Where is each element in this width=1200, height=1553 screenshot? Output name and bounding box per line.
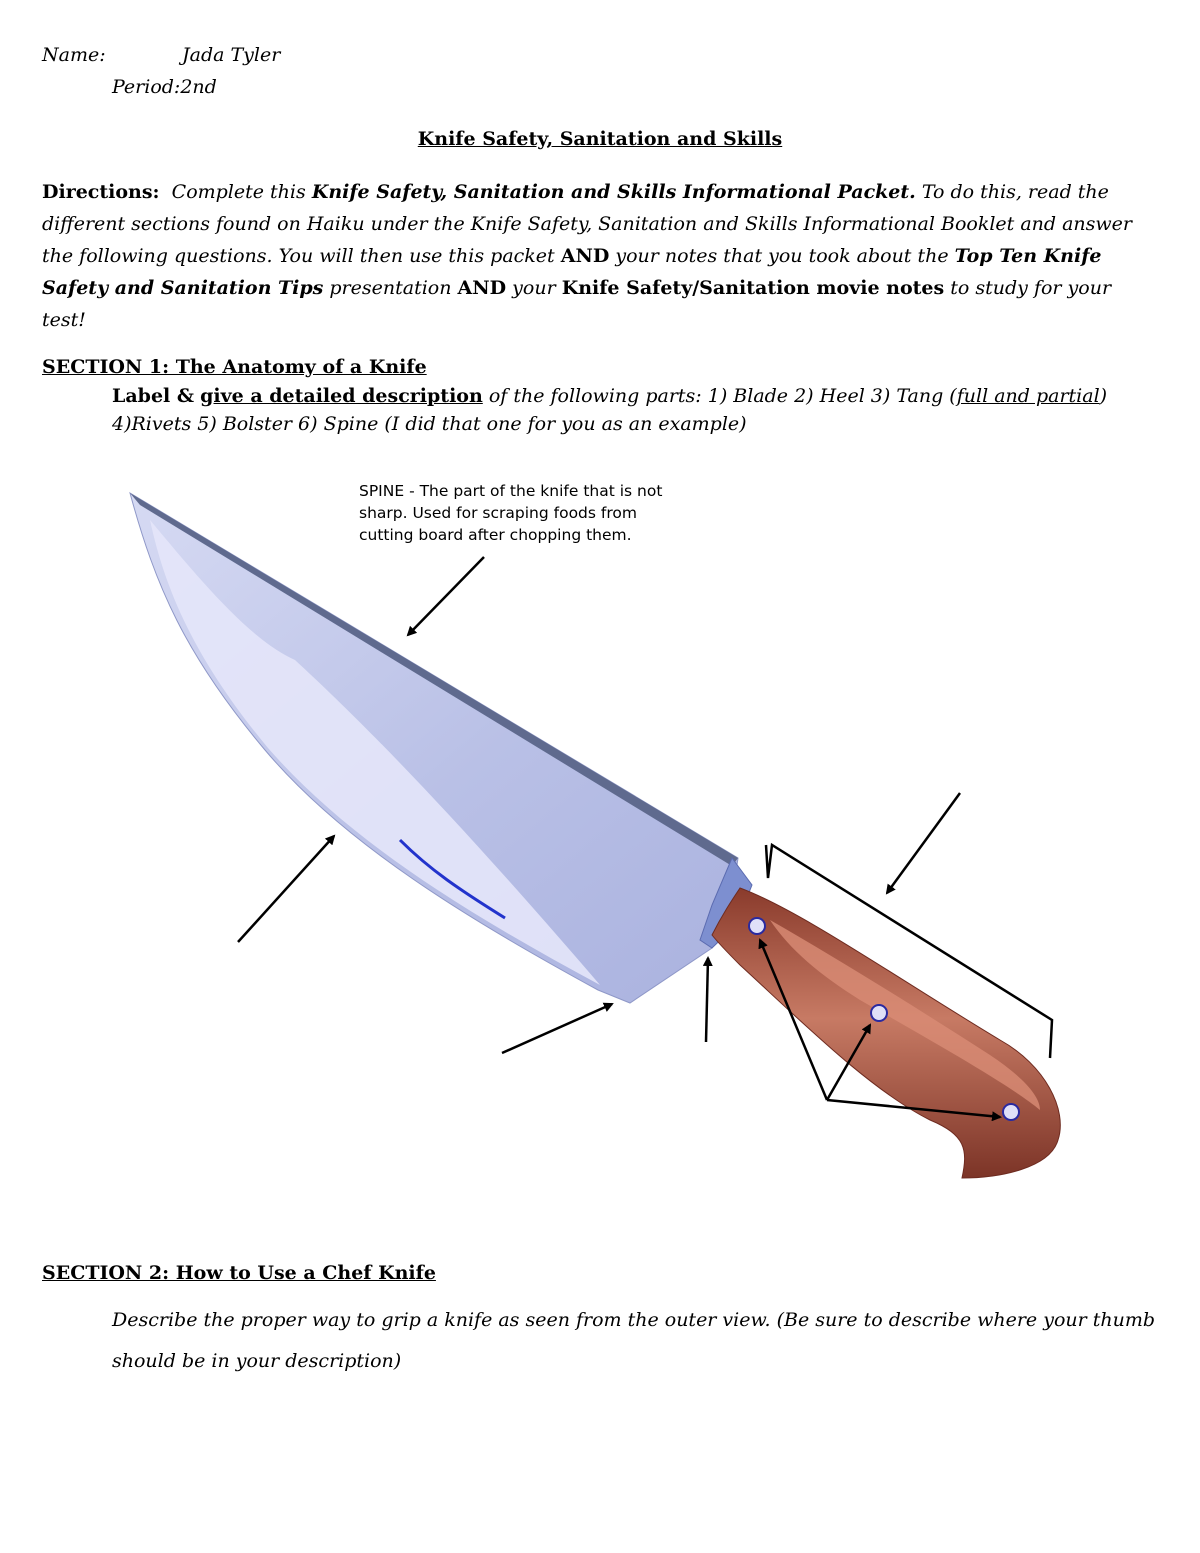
detailed-description-phrase: give a detailed description [200,385,483,407]
and-emphasis-2: AND [457,277,507,299]
rivet [871,1005,887,1021]
section1-instructions [112,382,1152,438]
heel-arrow [502,1004,612,1053]
tang-types: full and partial [956,385,1100,407]
handle [712,888,1060,1178]
knife-diagram [0,460,1200,1200]
section1-heading: SECTION 1: The Anatomy of a Knife [42,356,427,378]
rivet [749,918,765,934]
movie-notes-name: Knife Safety/Sanitation movie notes [561,277,945,299]
label-word: Label & [112,385,195,407]
directions-text-3: your notes that you took about the [615,245,949,267]
spine-callout: SPINE - The part of the knife that is not sharp. Used for scraping foods from cutting board after chopping them. [359,482,663,544]
parts-list-1: of the following parts: 1) Blade 2) Heel 3) Tang ( [488,385,957,407]
blade-body [130,493,738,1003]
tang-arrow [887,793,960,893]
name-label: Name: [42,44,106,66]
directions-text-1: Complete this [171,181,306,203]
directions-text-2: To do this, read the different sections found on Haiku under the Knife Safety, Sanitation and Skills Informational Booklet and answer the following questions. You will then use this packet [42,181,1133,267]
student-name: Jada Tyler [182,44,281,66]
blade-arrow [238,836,334,942]
directions-text-4: presentation [329,277,452,299]
period-label: Period:2nd [112,76,217,98]
section2-heading: SECTION 2: How to Use a Chef Knife [42,1262,436,1284]
tips-presentation-name: Top Ten Knife Safety and Sanitation Tips [42,245,1102,299]
bolster-arrow [706,958,708,1042]
directions-text-6: to study for your test! [42,277,1112,331]
packet-name: Knife Safety, Sanitation and Skills Informational Packet. [311,181,916,203]
parts-list-close: ) [1099,385,1108,407]
section2-prompt: Describe the proper way to grip a knife as seen from the outer view. (Be sure to describe where your thumb should be in your description) [112,1309,1156,1372]
page-title: Knife Safety, Sanitation and Skills [417,128,783,150]
directions-paragraph [42,176,1152,336]
blade [130,493,738,1003]
spine-arrow [408,557,484,635]
handle-body [712,888,1060,1178]
parts-list-2: 4)Rivets 5) Bolster 6) Spine (I did that one for you as an example) [112,413,747,435]
directions-text-5: your [512,277,556,299]
rivet [1003,1104,1019,1120]
and-emphasis-1: AND [560,245,610,267]
directions-label: Directions: [42,181,160,203]
